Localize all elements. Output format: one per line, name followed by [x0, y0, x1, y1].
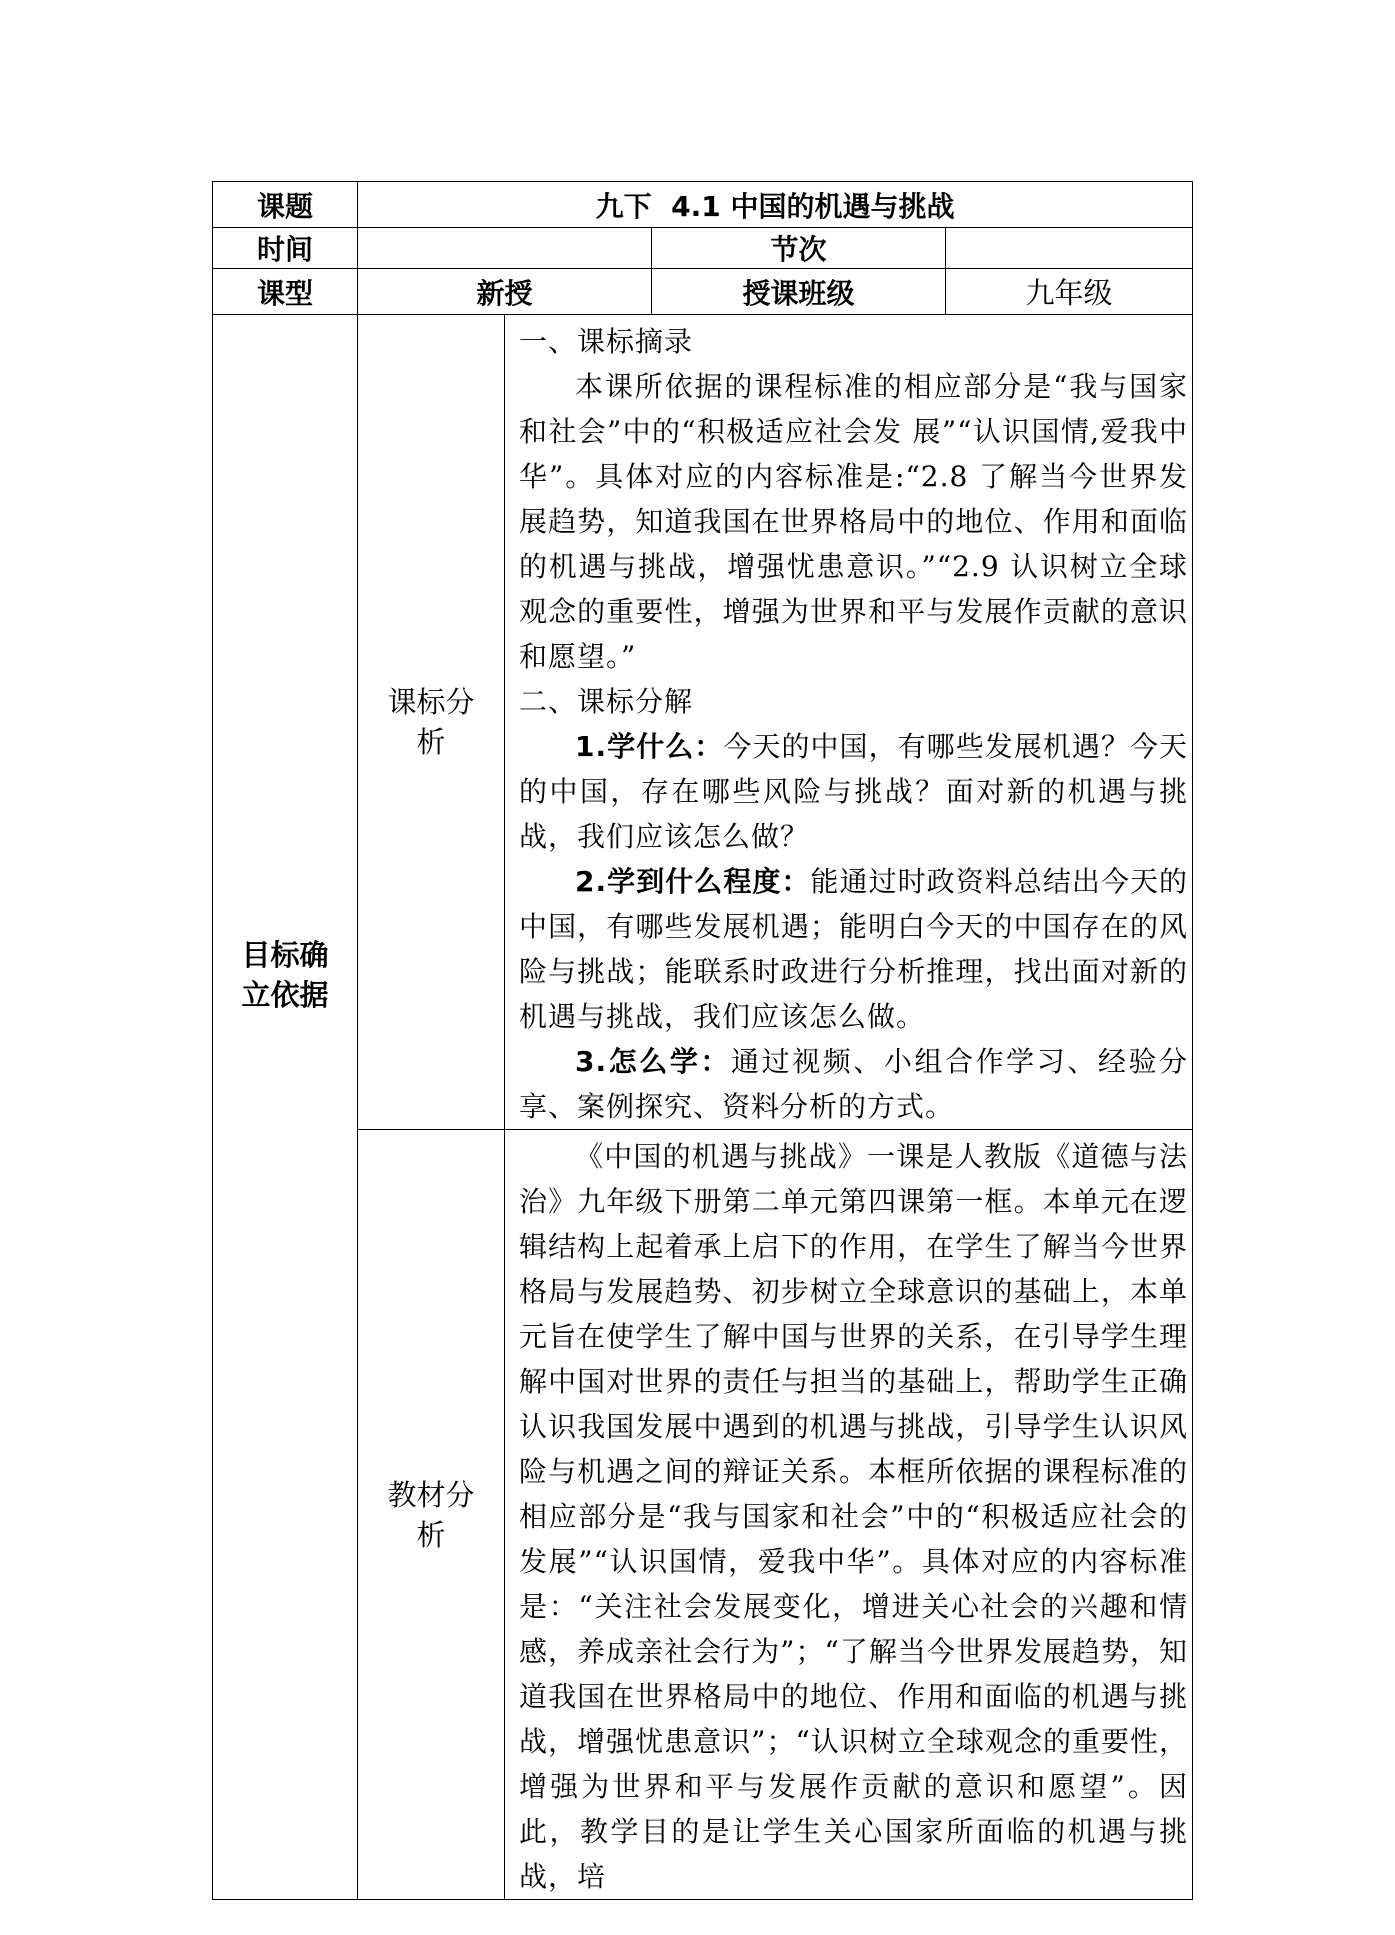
time-label: 时间 [213, 228, 358, 269]
standard-row [213, 315, 1193, 1130]
topic-value: 九下 4.1 中国的机遇与挑战 [358, 182, 1193, 228]
time-row [213, 228, 1193, 269]
topic-label: 课题 [213, 182, 358, 228]
type-value: 新授 [358, 269, 652, 315]
standard-label-line1: 课标分 [387, 685, 475, 719]
time-value [358, 228, 652, 269]
standard-heading-2: 二、课标分解 [519, 685, 694, 718]
standard-item-3 [519, 1039, 1188, 1129]
standard-label [358, 315, 505, 1130]
standard-item-1 [519, 724, 1188, 859]
period-label: 节次 [652, 228, 946, 269]
item-1-text: 今天的中国，有哪些发展机遇？今天的中国，存在哪些风险与挑战？面对新的机遇与挑战，我们应该怎么做？ [519, 730, 1189, 853]
textbook-label-line2: 析 [416, 1517, 446, 1552]
standard-paragraph: 本课所依据的课程标准的相应部分是“我与国家和社会”中的“积极适应社会发 展”“认识国情,爱我中华”。具体对应的内容标准是:“2.8 了解当今世界发展趋势，知道我国在世界格局中的地位、作用和面临的机遇与挑战，增强忧患意识。”“2.9 认识树立全球观念的重要性，增强为世界和平与发展作贡献的意识和愿望。” [519, 370, 1189, 673]
textbook-label-line1: 教材分 [387, 1477, 475, 1512]
class-label: 授课班级 [652, 269, 946, 315]
item-1-label: 1.学什么： [575, 730, 724, 763]
textbook-paragraph: 《中国的机遇与挑战》一课是人教版《道德与法治》九年级下册第二单元第四课第一框。本单元在逻辑结构上起着承上启下的作用，在学生了解当今世界格局与发展趋势、初步树立全球意识的基础上，本单元旨在使学生了解中国与世界的关系，在引导学生理解中国对世界的责任与担当的基础上，帮助学生正确认识我国发展中遇到的机遇与挑战，引导学生认识风险与机遇之间的辩证关系。本框所依据的课程标准的相应部分是“我与国家和社会”中的“积极适应社会的发展”“认识国情，爱我中华”。具体对应的内容标准是：“关注社会发展变化，增进关心社会的兴趣和情感，养成亲社会行为”；“了解当今世界发展趋势，知道我国在世界格局中的地位、作用和面临的机遇与挑战，增强忧患意识”；“认识树立全球观念的重要性，增强为世界和平与发展作贡献的意识和愿望”。因此，教学目的是让学生关心国家所面临的机遇与挑战，培 [519, 1140, 1189, 1893]
textbook-content [505, 1130, 1193, 1900]
textbook-row [213, 1130, 1193, 1900]
topic-row [213, 182, 1193, 228]
item-3-text: 通过视频、小组合作学习、经验分享、案例探究、资料分析的方式。 [519, 1045, 1189, 1123]
item-2-text: 能通过时政资料总结出今天的中国，有哪些发展机遇；能明白今天的中国存在的风险与挑战；能联系时政进行分析推理，找出面对新的机遇与挑战，我们应该怎么做。 [519, 865, 1189, 1033]
standard-content [505, 315, 1193, 1130]
standard-label-line2: 析 [416, 725, 446, 759]
type-row [213, 269, 1193, 315]
lesson-plan-table [212, 181, 1193, 1900]
period-value [946, 228, 1193, 269]
section-label-line2: 立依据 [241, 978, 329, 1012]
type-label: 课型 [213, 269, 358, 315]
section-label [213, 315, 358, 1900]
textbook-label [358, 1130, 505, 1900]
item-3-label: 3.怎么学： [575, 1045, 731, 1078]
standard-item-2 [519, 859, 1188, 1039]
standard-heading-1: 一、课标摘录 [519, 325, 694, 358]
class-value: 九年级 [946, 269, 1193, 315]
item-2-label: 2.学到什么程度： [575, 865, 811, 898]
section-label-line1: 目标确 [241, 938, 329, 972]
